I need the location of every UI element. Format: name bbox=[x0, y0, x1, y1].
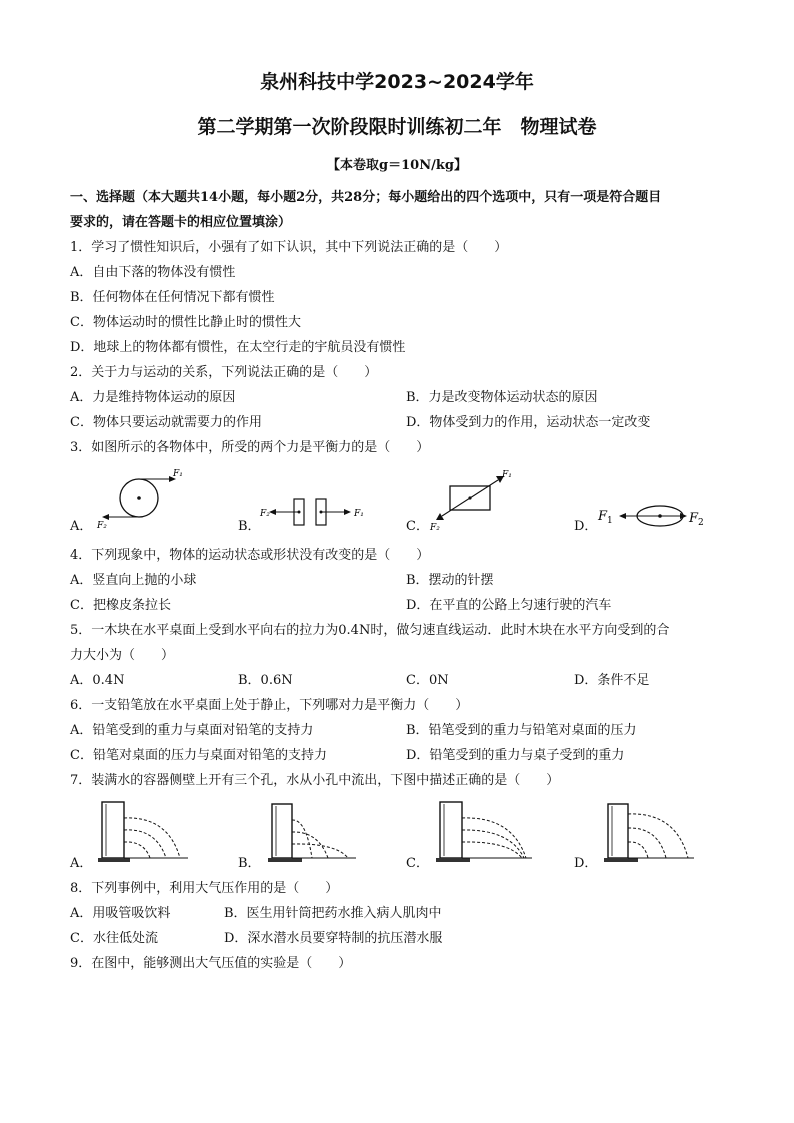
exam-title-line2: 第二学期第一次阶段限时训练初二年 物理试卷 bbox=[197, 116, 597, 138]
q4-option-b: B．摆动的针摆 bbox=[406, 573, 494, 588]
q7-figure-a bbox=[96, 798, 196, 864]
q3a-f2-label: F₂ bbox=[97, 521, 107, 531]
q3-stem: 3．如图所示的各物体中，所受的两个力是平衡力的是（ ） bbox=[70, 440, 430, 455]
q5-option-a: A．0.4N bbox=[70, 673, 125, 688]
q5-option-c: C．0N bbox=[406, 673, 449, 688]
q1-stem: 1．学习了惯性知识后，小强有了如下认识，其中下列说法正确的是（ ） bbox=[70, 240, 508, 255]
q8-option-c: C．水往低处流 bbox=[70, 931, 158, 946]
q8-option-a: A．用吸管吸饮料 bbox=[70, 906, 171, 921]
q3c-f1-label: F₁ bbox=[502, 470, 512, 480]
q3-figure-a bbox=[95, 470, 185, 530]
q8-option-b: B．医生用针筒把药水推入病人肌肉中 bbox=[224, 906, 442, 921]
q3d-f1-sub: 1 bbox=[607, 516, 613, 526]
q7-option-b: B． bbox=[238, 856, 261, 871]
q3b-f1-label: F₁ bbox=[354, 509, 364, 519]
q4-option-a: A．竖直向上抛的小球 bbox=[70, 573, 197, 588]
q1-option-b: B．任何物体在任何情况下都有惯性 bbox=[70, 290, 275, 305]
q3-figure-d bbox=[596, 502, 716, 532]
q4-option-d: D．在平直的公路上匀速行驶的汽车 bbox=[406, 598, 612, 613]
q2-option-b: B．力是改变物体运动状态的原因 bbox=[406, 390, 598, 405]
q7-figure-b bbox=[264, 800, 364, 864]
q2-option-c: C．物体只要运动就需要力的作用 bbox=[70, 415, 262, 430]
q3d-f2-label: F bbox=[689, 511, 699, 526]
q8-option-d: D．深水潜水员要穿特制的抗压潜水服 bbox=[224, 931, 443, 946]
q7-stem: 7．装满水的容器侧壁上开有三个孔，水从小孔中流出，下图中描述正确的是（ ） bbox=[70, 773, 560, 788]
q3-option-a: A． bbox=[70, 519, 93, 534]
q6-stem: 6．一支铅笔放在水平桌面上处于静止，下列哪对力是平衡力（ ） bbox=[70, 698, 469, 713]
q3-option-d: D． bbox=[574, 519, 598, 534]
q5-stem-line2: 力大小为（ ） bbox=[70, 648, 175, 663]
q9-stem: 9．在图中，能够测出大气压值的实验是（ ） bbox=[70, 956, 352, 971]
q6-option-d: D．铅笔受到的重力与桌子受到的重力 bbox=[406, 748, 625, 763]
q5-stem-line1: 5．一木块在水平桌面上受到水平向右的拉力为0.4N时，做匀速直线运动．此时木块在水平方向受到的合 bbox=[70, 623, 670, 638]
q4-option-c: C．把橡皮条拉长 bbox=[70, 598, 171, 613]
q6-option-b: B．铅笔受到的重力与铅笔对桌面的压力 bbox=[406, 723, 637, 738]
q7-option-a: A． bbox=[70, 856, 93, 871]
q1-option-d: D．地球上的物体都有惯性，在太空行走的宇航员没有惯性 bbox=[70, 340, 406, 355]
section-heading-line2: 要求的，请在答题卡的相应位置填涂） bbox=[70, 215, 292, 230]
q5-option-d: D．条件不足 bbox=[574, 673, 650, 688]
q6-option-c: C．铅笔对桌面的压力与桌面对铅笔的支持力 bbox=[70, 748, 327, 763]
q3-option-b: B． bbox=[238, 519, 261, 534]
q3a-f1-label: F₁ bbox=[173, 469, 183, 479]
q7-figure-d bbox=[600, 800, 700, 864]
q1-option-a: A．自由下落的物体没有惯性 bbox=[70, 265, 236, 280]
section-heading-line1: 一、选择题（本大题共14小题，每小题2分，共28分；每小题给出的四个选项中，只有一项是符合题目 bbox=[70, 190, 662, 205]
q8-stem: 8．下列事例中，利用大气压作用的是（ ） bbox=[70, 881, 339, 896]
q2-option-d: D．物体受到力的作用，运动状态一定改变 bbox=[406, 415, 651, 430]
q2-option-a: A．力是维持物体运动的原因 bbox=[70, 390, 236, 405]
q3d-f1-label: F bbox=[598, 509, 608, 524]
q2-stem: 2．关于力与运动的关系，下列说法正确的是（ ） bbox=[70, 365, 378, 380]
q7-option-c: C． bbox=[406, 856, 429, 871]
q1-option-c: C．物体运动时的惯性比静止时的惯性大 bbox=[70, 315, 301, 330]
q3b-f2-label: F₂ bbox=[260, 509, 270, 519]
q3c-f2-label: F₂ bbox=[430, 523, 440, 533]
q4-stem: 4．下列现象中，物体的运动状态或形状没有改变的是（ ） bbox=[70, 548, 430, 563]
q3-figure-b bbox=[258, 495, 368, 531]
q7-option-d: D． bbox=[574, 856, 598, 871]
q5-option-b: B．0.6N bbox=[238, 673, 293, 688]
q7-figure-c bbox=[432, 798, 542, 864]
q6-option-a: A．铅笔受到的重力与桌面对铅笔的支持力 bbox=[70, 723, 314, 738]
q3-figure-c bbox=[428, 468, 518, 532]
gravity-note: 【本卷取g＝10N/kg】 bbox=[327, 158, 467, 173]
exam-title-line1: 泉州科技中学2023~2024学年 bbox=[260, 71, 534, 93]
q3-option-c: C． bbox=[406, 519, 429, 534]
q3d-f2-sub: 2 bbox=[698, 518, 704, 528]
